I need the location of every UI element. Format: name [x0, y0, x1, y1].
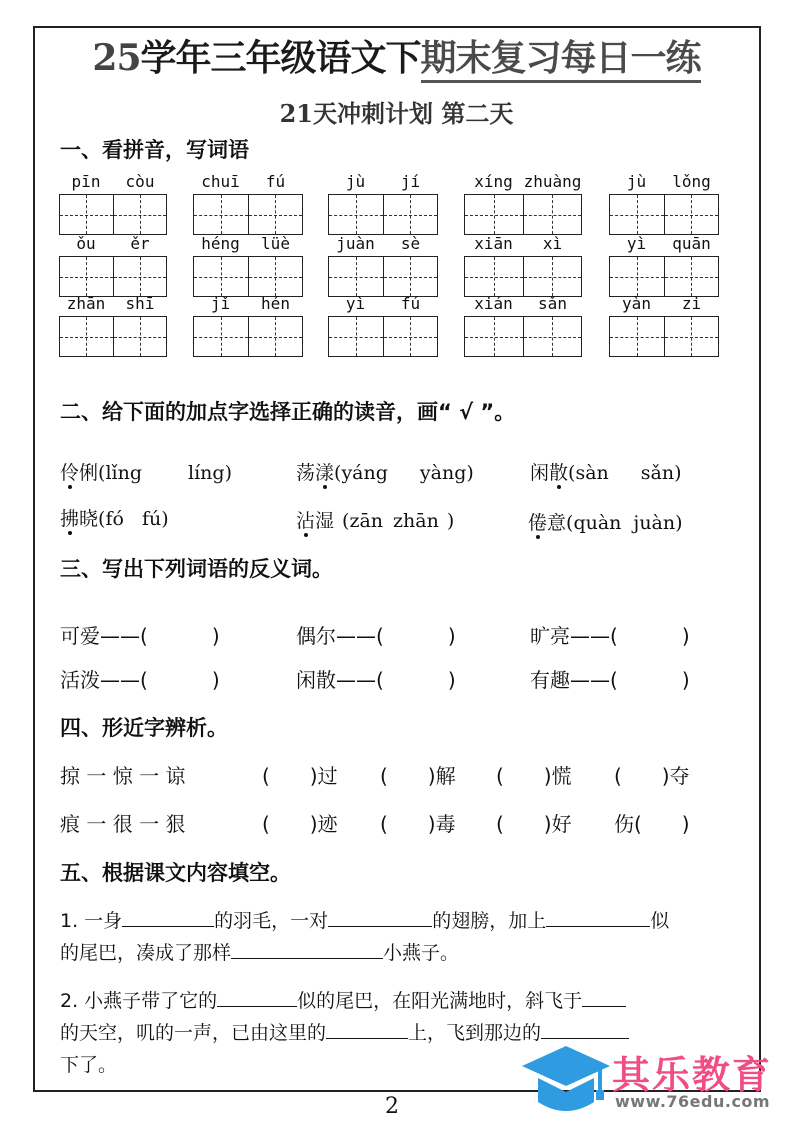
- antonym-item: [296, 664, 456, 693]
- paren-close: ): [447, 668, 456, 692]
- answer-blank[interactable]: [326, 1020, 408, 1039]
- antonym-word: 偶尔——(: [296, 624, 384, 648]
- writing-cell[interactable]: [384, 257, 438, 296]
- writing-cell[interactable]: [114, 195, 167, 234]
- word-char: 湿: [315, 510, 335, 532]
- pinyin-label: sè: [400, 234, 421, 253]
- pinyin-label: zhuàng: [523, 172, 582, 191]
- word-fill-item[interactable]: ( )解: [380, 764, 456, 788]
- title-year: 25: [92, 37, 141, 79]
- word-fill-item[interactable]: ( )迹: [262, 812, 338, 836]
- word-char: 伶: [60, 462, 80, 484]
- writing-cell[interactable]: [329, 317, 384, 356]
- fill-blank-q1-line2: [60, 936, 459, 970]
- writing-grid: [59, 316, 167, 357]
- section5-heading: 五、根据课文内容填空。: [60, 861, 291, 885]
- pinyin-option[interactable]: fú: [141, 508, 162, 530]
- char-group: 掠 一 惊 一 谅: [60, 764, 186, 788]
- pinyin-word-box: [193, 234, 303, 298]
- watermark-brand: 其乐教育: [612, 1053, 773, 1097]
- page-title: [0, 36, 793, 81]
- pinyin-option[interactable]: quàn: [573, 512, 622, 534]
- antonym-item: [296, 620, 456, 649]
- writing-grid: [59, 194, 167, 235]
- writing-grid: [193, 316, 303, 357]
- pinyin-label: jù: [626, 172, 647, 191]
- title-main: 学年三年级语文下: [140, 38, 421, 79]
- pinyin-option[interactable]: yáng: [341, 462, 388, 484]
- pronunciation-item: [296, 506, 454, 533]
- pinyin-word-box: [609, 172, 719, 236]
- paren-close: ): [447, 624, 456, 648]
- word-char: 拂: [60, 508, 80, 530]
- title-underlined: 期末复习每日一练: [421, 38, 701, 83]
- pinyin-label: fú: [265, 172, 286, 191]
- writing-cell[interactable]: [465, 317, 524, 356]
- writing-cell[interactable]: [465, 195, 524, 234]
- writing-cell[interactable]: [249, 317, 303, 356]
- word-char: 沾: [296, 510, 316, 532]
- answer-blank[interactable]: [546, 908, 650, 927]
- word-fill-item[interactable]: 伤( ): [614, 812, 690, 836]
- writing-cell[interactable]: [194, 317, 249, 356]
- pinyin-label: jí: [400, 172, 421, 191]
- word-char: 晓: [79, 508, 99, 530]
- graduation-cap-icon: [520, 1040, 612, 1126]
- q2-text-3: 的天空，叽的一声，已由这里的: [60, 1022, 327, 1044]
- answer-blank[interactable]: [328, 908, 432, 927]
- word-fill-item[interactable]: ( )过: [262, 764, 338, 788]
- writing-cell[interactable]: [249, 195, 303, 234]
- writing-cell[interactable]: [60, 317, 114, 356]
- answer-blank[interactable]: [582, 988, 626, 1007]
- antonym-item: [60, 664, 220, 693]
- writing-grid: [193, 194, 303, 235]
- writing-grid: [464, 256, 582, 297]
- writing-cell[interactable]: [384, 195, 438, 234]
- paren-close: ): [466, 462, 474, 484]
- pinyin-label: lüè: [261, 234, 290, 253]
- writing-grid: [193, 256, 303, 297]
- answer-blank[interactable]: [122, 908, 214, 927]
- word-char: 意: [547, 512, 567, 534]
- antonym-word: 可爱——(: [60, 624, 148, 648]
- pinyin-word-box: [59, 172, 167, 236]
- pinyin-option[interactable]: líng: [188, 462, 225, 484]
- pinyin-label: jǐ: [210, 294, 231, 313]
- word-char: 倦: [528, 512, 548, 534]
- answer-blank[interactable]: [541, 1020, 629, 1039]
- paren-close: ): [224, 462, 232, 484]
- writing-grid: [328, 194, 438, 235]
- writing-grid: [464, 194, 582, 235]
- pinyin-option[interactable]: zān: [349, 510, 384, 532]
- pinyin-word-box: [59, 234, 167, 298]
- q2-text-5: 下了。: [60, 1054, 118, 1076]
- pinyin-word-box: [464, 172, 582, 236]
- writing-cell[interactable]: [524, 195, 582, 234]
- q1-text-3: 的翅膀，加上: [432, 910, 547, 932]
- pinyin-label: sǎn: [538, 294, 567, 313]
- pinyin-label: ǒu: [76, 234, 96, 253]
- answer-blank[interactable]: [217, 988, 297, 1007]
- pinyin-word-box: [609, 294, 719, 358]
- paren-open: (: [98, 462, 106, 484]
- pinyin-word-box: [328, 172, 438, 236]
- paren-close: ): [681, 624, 690, 648]
- paren-open: (: [334, 462, 342, 484]
- pinyin-label: juàn: [336, 234, 375, 253]
- writing-cell[interactable]: [524, 317, 582, 356]
- writing-cell[interactable]: [249, 257, 303, 296]
- word-char: 散: [549, 462, 569, 484]
- writing-cell[interactable]: [114, 257, 167, 296]
- paren-open: (: [568, 462, 576, 484]
- q1-text-6: 小燕子。: [383, 942, 460, 964]
- word-fill-item[interactable]: ( )好: [496, 812, 572, 836]
- paren-close: ): [675, 512, 683, 534]
- pinyin-word-box: [328, 234, 438, 298]
- pinyin-word-box: [464, 234, 582, 298]
- writing-cell[interactable]: [60, 195, 114, 234]
- paren-open: (: [342, 510, 350, 532]
- writing-cell[interactable]: [665, 257, 719, 296]
- word-fill-item[interactable]: ( )毒: [380, 812, 456, 836]
- writing-cell[interactable]: [194, 257, 249, 296]
- writing-cell[interactable]: [665, 195, 719, 234]
- section3-heading: 三、写出下列词语的反义词。: [60, 557, 333, 581]
- writing-grid: [59, 256, 167, 297]
- pinyin-word-box: [193, 294, 303, 358]
- section4-heading: 四、形近字辨析。: [60, 716, 228, 740]
- word-char: 闲: [530, 462, 550, 484]
- writing-grid: [464, 316, 582, 357]
- pinyin-label: zi: [681, 294, 702, 313]
- pinyin-option[interactable]: fó: [105, 508, 124, 530]
- word-fill-item[interactable]: ( )夺: [614, 764, 690, 788]
- pinyin-option[interactable]: juàn: [633, 512, 676, 534]
- answer-blank[interactable]: [231, 940, 383, 959]
- writing-cell[interactable]: [665, 317, 719, 356]
- pinyin-word-box: [59, 294, 167, 358]
- pinyin-option[interactable]: yàng: [419, 462, 467, 484]
- fill-blank-q2-line3: [60, 1048, 117, 1082]
- writing-cell[interactable]: [384, 317, 438, 356]
- writing-cell[interactable]: [610, 195, 665, 234]
- paren-open: (: [566, 512, 574, 534]
- writing-grid: [609, 194, 719, 235]
- pinyin-word-box: [193, 172, 303, 236]
- page-number: 2: [385, 1094, 399, 1119]
- pinyin-word-box: [328, 294, 438, 358]
- antonym-item: [530, 664, 690, 693]
- pronunciation-item: [296, 458, 474, 485]
- fill-blank-q2-line1: [60, 984, 626, 1018]
- paren-open: (: [98, 508, 106, 530]
- paren-close: ): [674, 462, 682, 484]
- pinyin-option[interactable]: zhān: [393, 510, 439, 532]
- q1-text-2: 的羽毛，一对: [214, 910, 329, 932]
- pronunciation-item: [528, 508, 683, 535]
- pinyin-label: quān: [672, 234, 711, 253]
- pinyin-label: còu: [125, 172, 155, 191]
- q2-text-1: 2. 小燕子带了它的: [60, 990, 218, 1012]
- pinyin-label: héng: [201, 234, 240, 253]
- pinyin-label: xíng: [474, 172, 513, 191]
- writing-cell[interactable]: [610, 317, 665, 356]
- pinyin-label: xiān: [474, 234, 513, 253]
- antonym-word: 有趣——(: [530, 668, 618, 692]
- writing-cell[interactable]: [114, 317, 167, 356]
- paren-close: ): [211, 668, 220, 692]
- pinyin-label: yì: [345, 294, 366, 313]
- word-char: 俐: [79, 462, 99, 484]
- antonym-word: 闲散——(: [296, 668, 384, 692]
- writing-cell[interactable]: [610, 257, 665, 296]
- pronunciation-item: [60, 458, 232, 485]
- pronunciation-item: [60, 504, 169, 531]
- writing-grid: [609, 316, 719, 357]
- paren-close: ): [681, 668, 690, 692]
- pinyin-label: zhān: [66, 294, 106, 313]
- pinyin-label: xì: [542, 234, 563, 253]
- page-subtitle: 21天冲刺计划 第二天: [279, 99, 514, 128]
- pinyin-label: shī: [125, 294, 155, 313]
- antonym-item: [60, 620, 220, 649]
- q2-text-4: 上，飞到那边的: [408, 1022, 542, 1044]
- pinyin-label: chuī: [201, 172, 240, 191]
- section1-heading: 一、看拼音，写词语: [60, 138, 249, 162]
- writing-cell[interactable]: [60, 257, 114, 296]
- pinyin-label: fú: [400, 294, 421, 313]
- pinyin-label: jù: [345, 172, 366, 191]
- pinyin-label: hén: [261, 294, 290, 313]
- writing-grid: [328, 316, 438, 357]
- pinyin-word-box: [609, 234, 719, 298]
- pinyin-label: xián: [474, 294, 513, 313]
- word-char: 荡: [296, 462, 316, 484]
- pronunciation-item: [530, 458, 682, 485]
- q1-text-4: 似: [650, 910, 670, 932]
- pinyin-label: yàn: [622, 294, 651, 313]
- pinyin-word-box: [464, 294, 582, 358]
- writing-grid: [609, 256, 719, 297]
- word-fill-item[interactable]: ( )慌: [496, 764, 572, 788]
- q1-text-1: 1. 一身: [60, 910, 123, 932]
- writing-cell[interactable]: [194, 195, 249, 234]
- paren-close: ): [211, 624, 220, 648]
- q2-text-2: 似的尾巴，在阳光满地时，斜飞于: [297, 990, 583, 1012]
- char-group: 痕 一 很 一 狠: [60, 812, 186, 836]
- pinyin-option[interactable]: lǐng: [105, 462, 143, 484]
- paren-close: ): [161, 508, 169, 530]
- q1-text-5: 的尾巴，凑成了那样: [60, 942, 232, 964]
- word-char: 漾: [315, 462, 335, 484]
- writing-grid: [328, 256, 438, 297]
- writing-cell[interactable]: [329, 257, 384, 296]
- writing-cell[interactable]: [329, 195, 384, 234]
- pinyin-label: ěr: [130, 234, 150, 253]
- antonym-word: 旷亮——(: [530, 624, 618, 648]
- pinyin-option[interactable]: sǎn: [640, 462, 675, 484]
- pinyin-label: lǒng: [672, 172, 711, 191]
- pinyin-label: pīn: [71, 172, 101, 191]
- pinyin-label: yì: [626, 234, 647, 253]
- pinyin-option[interactable]: sàn: [575, 462, 609, 484]
- watermark-url: www.76edu.com: [615, 1092, 771, 1111]
- antonym-word: 活泼——(: [60, 668, 148, 692]
- section2-heading: 二、给下面的加点字选择正确的读音，画“ √ ”。: [60, 400, 516, 424]
- writing-cell[interactable]: [524, 257, 582, 296]
- writing-cell[interactable]: [465, 257, 524, 296]
- fill-blank-q1-line1: [60, 904, 669, 938]
- paren-close: ): [446, 510, 455, 532]
- antonym-item: [530, 620, 690, 649]
